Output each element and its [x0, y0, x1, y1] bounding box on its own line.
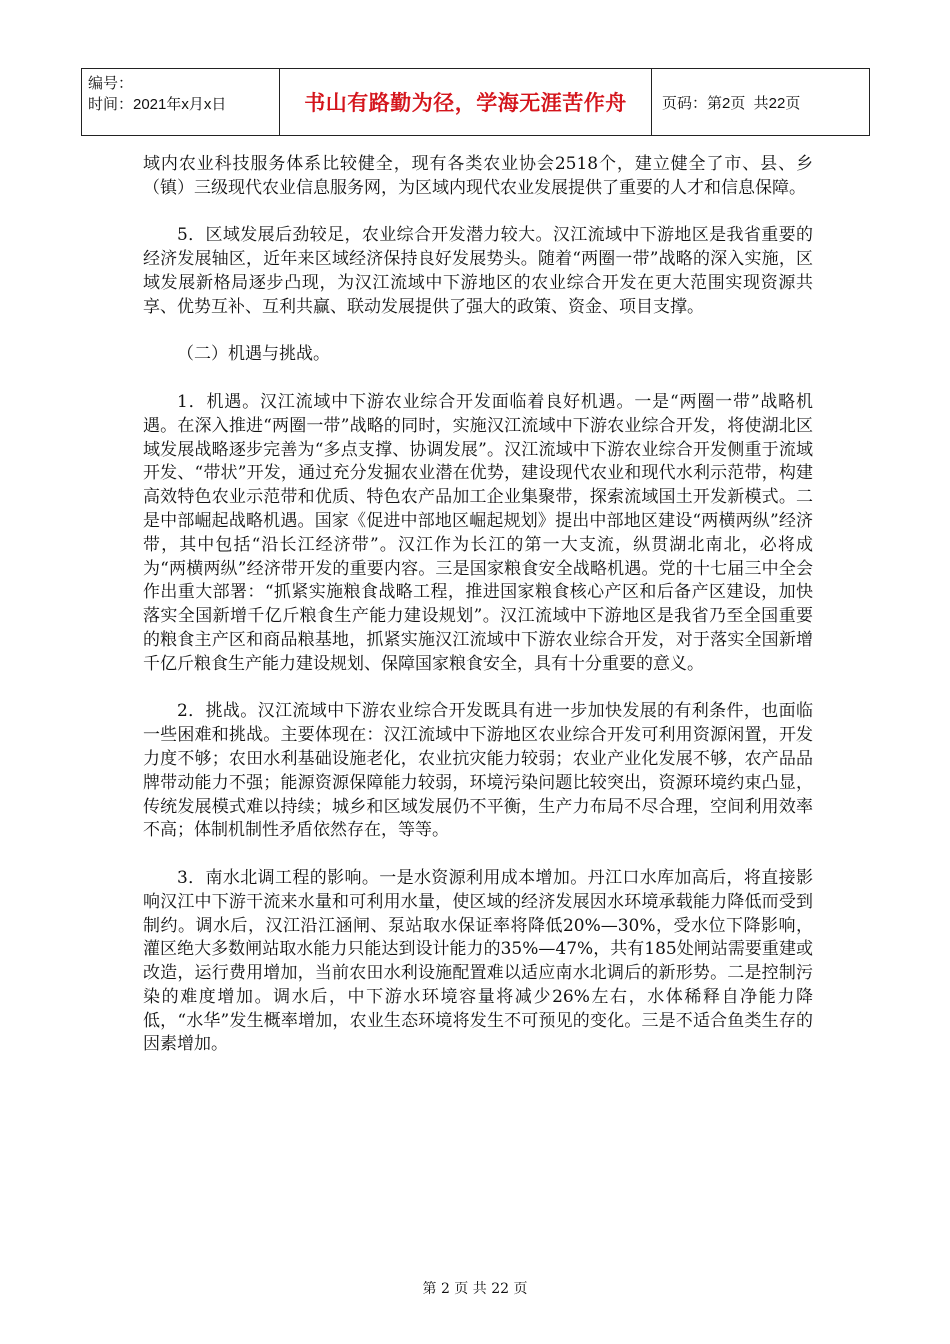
header-left-cell	[82, 69, 280, 135]
header-table	[81, 68, 870, 136]
page-footer-text: 第 2 页 共 22 页	[422, 1281, 528, 1297]
document-date-label: 时间：2021年x月x日	[88, 96, 227, 113]
paragraph-opportunities: 1．机遇。汉江流域中下游农业综合开发面临着良好机遇。一是“两圈一带”战略机遇。在深入推进“两圈一带”战略的同时，实施汉江流域中下游农业综合开发，将使湖北区域发展战略逐步完善为“多点支撑、协调发展”。汉江流域中下游农业综合开发侧重于流域开发、“带状”开发，通过充分发掘农业潜在优势，建设现代农业和现代水利示范带，构建高效特色农业示范带和优质、特色农产品加工企业集聚带，探索流域国土开发新模式。二是中部崛起战略机遇。国家《促进中部地区崛起规划》提出中部地区建设“两横两纵”经济带，其中包括“沿长江经济带”。汉江作为长江的第一大支流，纵贯湖北南北，必将成为“两横两纵”经济带开发的重要内容。三是国家粮食安全战略机遇。党的十七届三中全会作出重大部署：“抓紧实施粮食战略工程，推进国家粮食核心产区和后备产区建设，加快落实全国新增千亿斤粮食生产能力建设规划”。汉江流域中下游地区是我省乃至全国重要的粮食主产区和商品粮基地，抓紧实施汉江流域中下游农业综合开发，对于落实全国新增千亿斤粮食生产能力建设规划、保障国家粮食安全，具有十分重要的意义。	[143, 391, 813, 674]
header-page-info: 页码：第2页 共22页	[662, 94, 801, 112]
section-heading-opportunities-challenges: （二）机遇与挑战。	[177, 344, 330, 365]
paragraph-continuation: 域内农业科技服务体系比较健全，现有各类农业协会2518个，建立健全了市、县、乡（镇）三级现代农业信息服务网，为区域内现代农业发展提供了重要的人才和信息保障。	[143, 154, 813, 198]
page-footer	[0, 1278, 950, 1298]
document-number-label: 编号：	[88, 75, 134, 92]
header-page-cell	[652, 69, 869, 135]
header-motto-cell	[280, 69, 652, 135]
paragraph-south-north-water: 3．南水北调工程的影响。一是水资源利用成本增加。丹江口水库加高后，将直接影响汉江中下游干流来水量和可利用水量，使区域的经济发展因水环境承载能力降低而受到制约。调水后，汉江沿江涵闸、泵站取水保证率将降低20%—30%，受水位下降影响，灌区绝大多数闸站取水能力只能达到设计能力的35%—47%，共有185处闸站需要重建或改造，运行费用增加，当前农田水利设施配置难以适应南水北调后的新形势。二是控制污染的难度增加。调水后，中下游水环境容量将减少26%左右，水体稀释自净能力降低，“水华”发生概率增加，农业生态环境将发生不可预见的变化。三是不适合鱼类生存的因素增加。	[143, 867, 813, 1055]
document-body	[143, 153, 813, 1081]
paragraph-challenges: 2．挑战。汉江流域中下游农业综合开发既具有进一步加快发展的有利条件，也面临一些困难和挑战。主要体现在：汉江流域中下游地区农业综合开发可利用资源闲置，开发力度不够；农田水利基础设施老化，农业抗灾能力较弱；农业产业化发展不够，农产品品牌带动能力不强；能源资源保障能力较弱，环境污染问题比较突出，资源环境约束凸显，传统发展模式难以持续；城乡和区域发展仍不平衡，生产力布局不尽合理，空间利用效率不高；体制机制性矛盾依然存在，等等。	[143, 701, 813, 841]
header-motto: 书山有路勤为径，学海无涯苦作舟	[304, 91, 627, 115]
paragraph-development-potential: 5．区域发展后劲较足，农业综合开发潜力较大。汉江流域中下游地区是我省重要的经济发展轴区，近年来区域经济保持良好发展势头。随着“两圈一带”战略的深入实施，区域发展新格局逐步凸现，为汉江流域中下游地区的农业综合开发在更大范围实现资源共享、优势互补、互利共赢、联动发展提供了强大的政策、资金、项目支撑。	[143, 225, 813, 317]
